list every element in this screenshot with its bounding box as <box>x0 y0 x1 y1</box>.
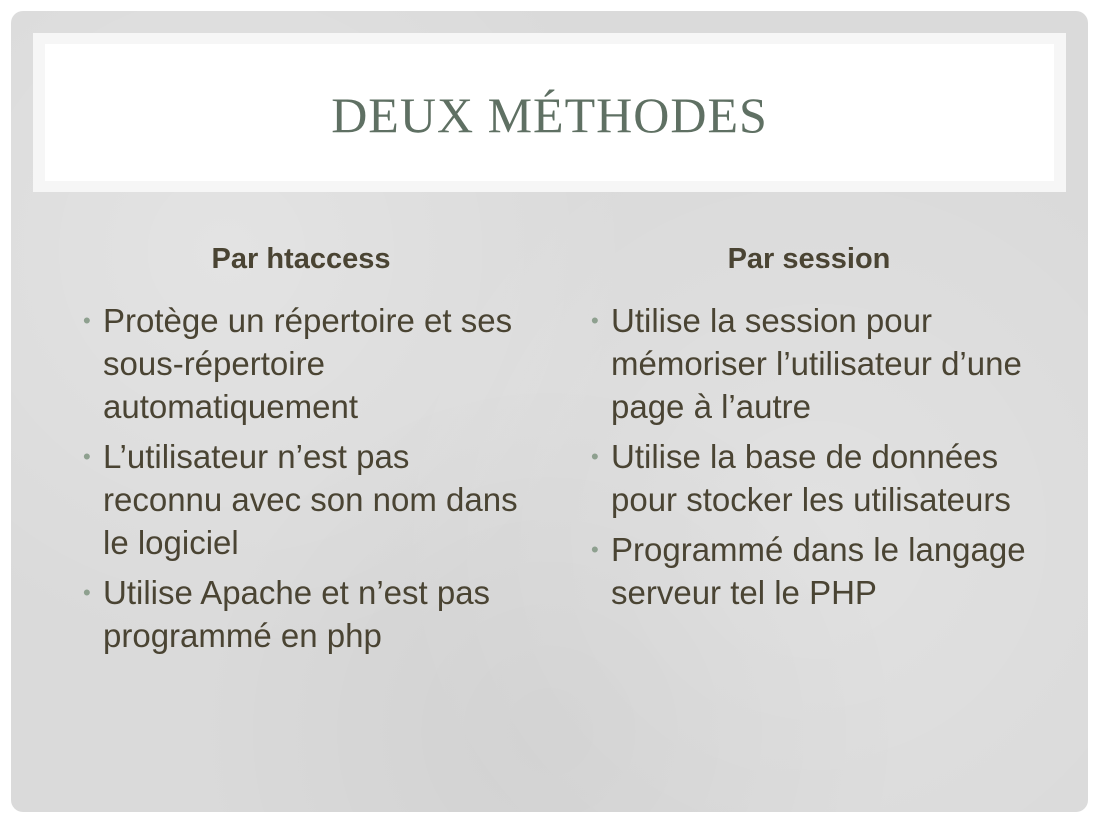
slide-title: DEUX MÉTHODES <box>331 86 768 143</box>
column-htaccess <box>77 235 525 664</box>
title-frame <box>33 33 1066 192</box>
list-item <box>585 435 1033 521</box>
list-item <box>77 299 525 428</box>
list-item <box>585 299 1033 428</box>
column-heading-htaccess: Par htaccess <box>211 243 391 275</box>
list-item <box>585 528 1033 614</box>
list-item <box>77 435 525 564</box>
bullet-dot-icon: • <box>591 537 599 562</box>
bullet-dot-icon: • <box>83 580 91 605</box>
bullet-dot-icon: • <box>83 444 91 469</box>
bullet-text: Programmé dans le langage serveur tel le PHP <box>611 531 1026 611</box>
bullet-dot-icon: • <box>591 308 599 333</box>
slide <box>11 11 1088 812</box>
bullet-dot-icon: • <box>83 308 91 333</box>
title-panel <box>45 44 1054 181</box>
column-session <box>585 235 1033 621</box>
bullet-text: Utilise la session pour mémoriser l’utilisateur d’une page à l’autre <box>611 302 1022 425</box>
bullet-text: L’utilisateur n’est pas reconnu avec son nom dans le logiciel <box>103 438 518 561</box>
bullet-list-session <box>585 299 1033 614</box>
bullet-dot-icon: • <box>591 444 599 469</box>
bullet-text: Utilise la base de données pour stocker les utilisateurs <box>611 438 1011 518</box>
column-heading-session: Par session <box>727 243 891 275</box>
bullet-text: Utilise Apache et n’est pas programmé en php <box>103 574 491 654</box>
bullet-list-htaccess <box>77 299 525 657</box>
list-item <box>77 571 525 657</box>
bullet-text: Protège un répertoire et ses sous-répertoire automatiquement <box>103 302 513 425</box>
